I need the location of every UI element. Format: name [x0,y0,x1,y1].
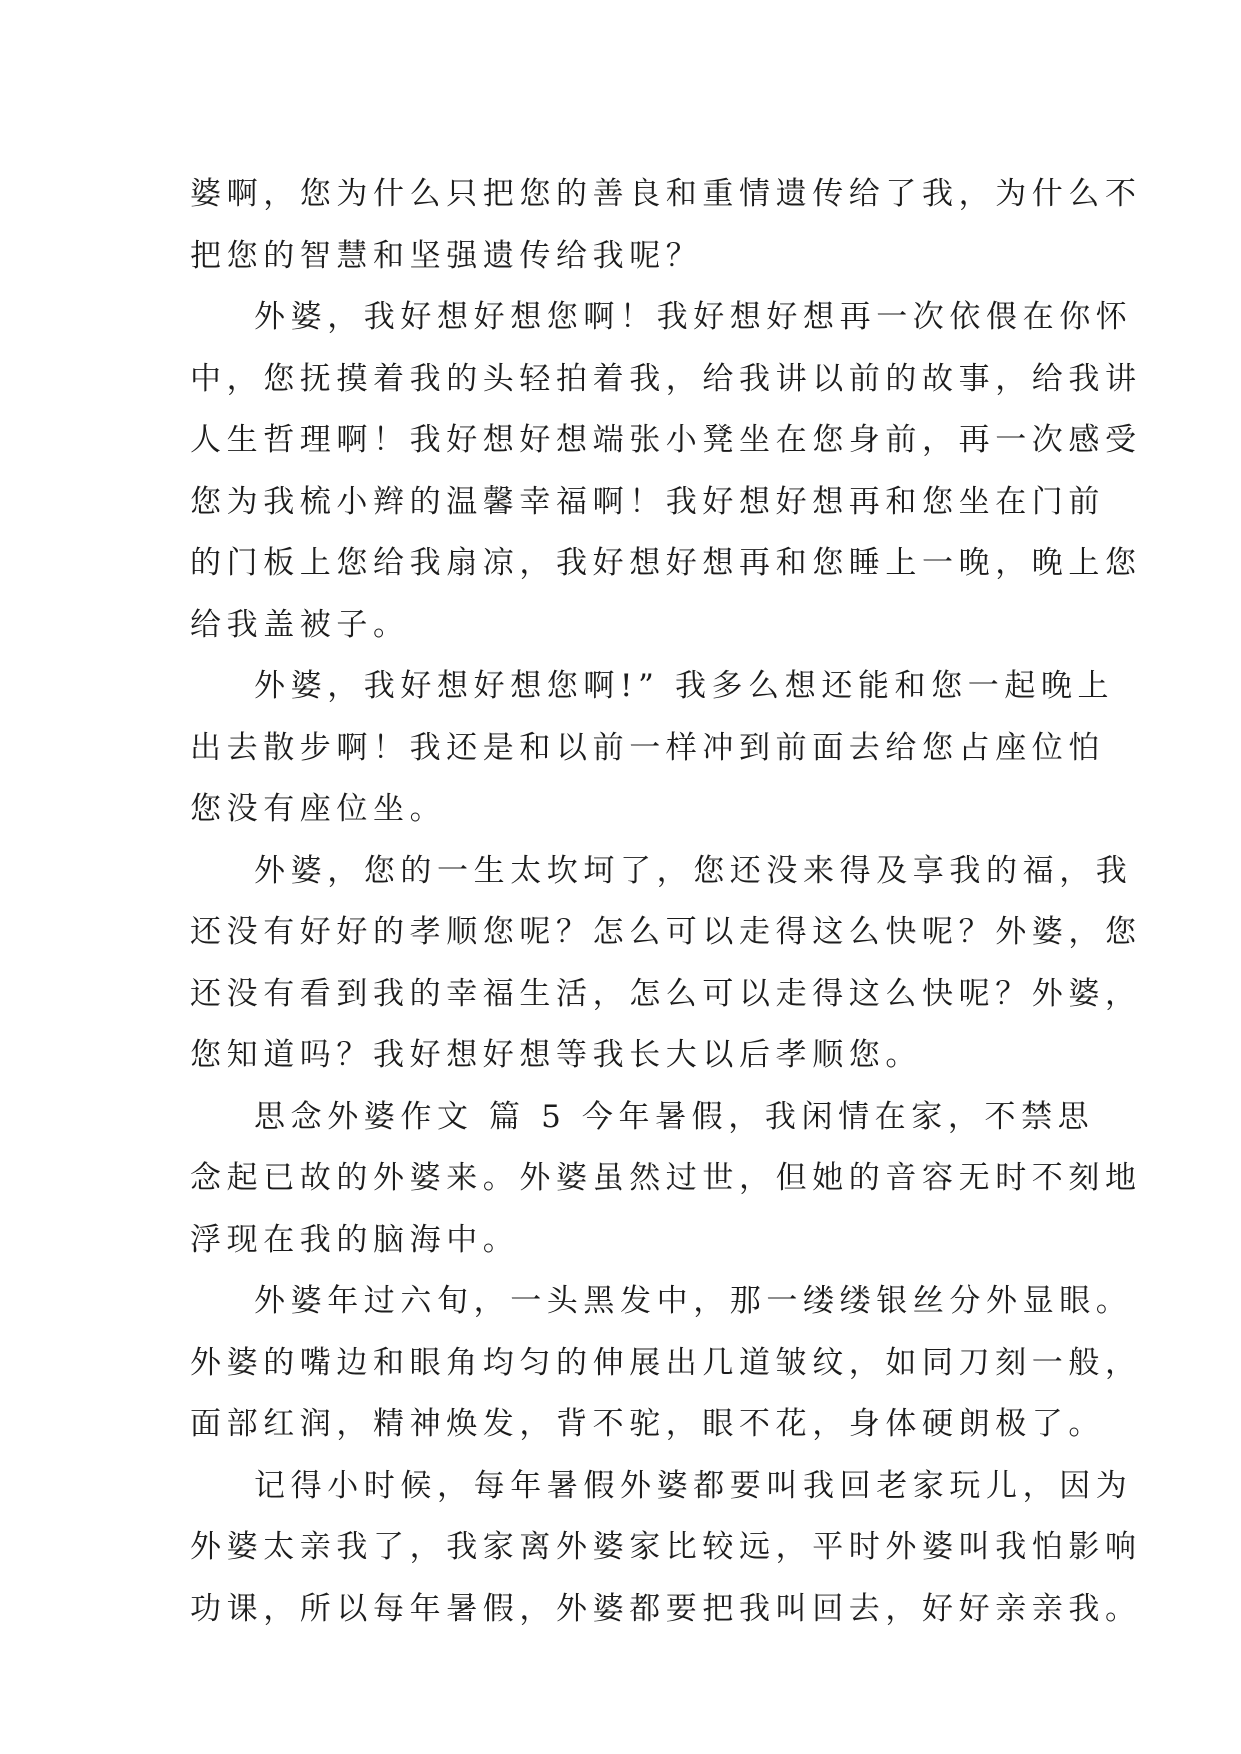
document-body [190,164,1142,1640]
text-line: 的门板上您给我扇凉，我好想好想再和您睡上一晚，晚上您 [190,545,1142,581]
text-line: 把您的智慧和坚强遗传给我呢？ [190,237,703,274]
text-line: 记得小时候，每年暑假外婆都要叫我回老家玩儿，因为 [254,1467,1133,1504]
text-line: 出去散步啊！我还是和以前一样冲到前面去给您占座位怕 [190,729,1105,766]
text-line: 功课，所以每年暑假，外婆都要把我叫回去，好好亲亲我。 [190,1590,1142,1627]
text-line: 您没有座位坐。 [190,791,447,827]
text-line: 念起已故的外婆来。外婆虽然过世，但她的音容无时不刻地 [190,1160,1142,1196]
text-line: 外婆年过六旬，一头黑发中，那一缕缕银丝分外显眼。 [254,1283,1133,1319]
text-line: 面部红润，精神焕发，背不驼，眼不花，身体硬朗极了。 [190,1406,1105,1442]
text-line: 思念外婆作文 篇 5 今年暑假，我闲情在家，不禁思 [254,1098,1095,1135]
text-line: 还没有看到我的幸福生活，怎么可以走得这么快呢？外婆， [190,975,1142,1012]
text-line: 中，您抚摸着我的头轻拍着我，给我讲以前的故事，给我讲 [190,360,1142,397]
text-line: 外婆，我好想好想您啊!” 我多么想还能和您一起晚上 [254,668,1115,704]
text-line: 您知道吗？我好想好想等我长大以后孝顺您。 [190,1037,922,1073]
text-line: 您为我梳小辫的温馨幸福啊！我好想好想再和您坐在门前 [190,483,1105,520]
text-line: 外婆的嘴边和眼角均匀的伸展出几道皱纹，如同刀刻一般， [190,1344,1142,1381]
text-line: 外婆，您的一生太坎坷了，您还没来得及享我的福，我 [254,852,1133,889]
text-line: 外婆，我好想好想您啊！我好想好想再一次依偎在你怀 [254,299,1133,335]
text-line: 人生哲理啊！我好想好想端张小凳坐在您身前，再一次感受 [190,422,1142,458]
text-line: 还没有好好的孝顺您呢？怎么可以走得这么快呢？外婆，您 [190,914,1142,950]
text-line: 婆啊，您为什么只把您的善良和重情遗传给了我，为什么不 [190,176,1142,212]
text-line: 浮现在我的脑海中。 [190,1221,520,1258]
text-line: 外婆太亲我了，我家离外婆家比较远，平时外婆叫我怕影响 [190,1529,1142,1565]
text-line: 给我盖被子。 [190,606,410,643]
